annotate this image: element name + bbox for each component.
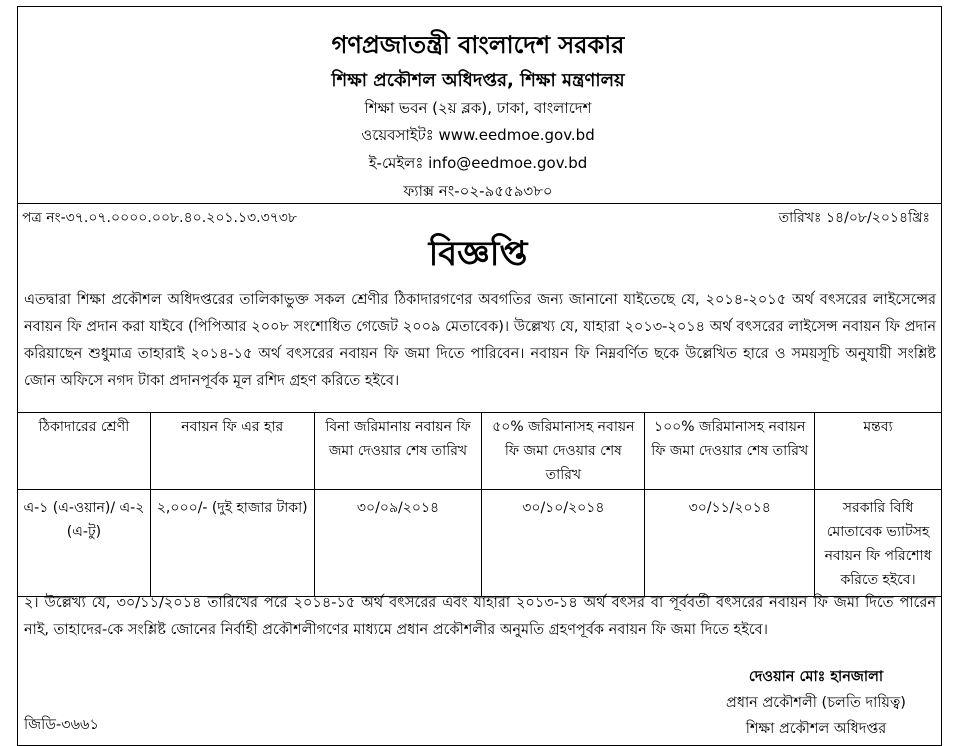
cell-deadline-50-fine: ৩০/১০/২০১৪ xyxy=(482,490,645,597)
header-divider xyxy=(17,203,942,204)
header-contractor-class: ঠিকাদারের শ্রেণী xyxy=(18,413,151,490)
government-name: গণপ্রজাতন্ত্রী বাংলাদেশ সরকার xyxy=(331,31,625,59)
renewal-fee-table xyxy=(17,412,942,597)
memo-date: তারিখঃ ১৪/০৮/২০১৪খ্রিঃ xyxy=(778,210,930,226)
note-paragraph-2: ২। উল্লেখ্য যে, ৩০/১১/২০১৪ তারিখের পরে ২০১৪-১৫ অর্থ বৎসরের এবং যাহারা ২০১৩-১৪ অর্থ বৎসর বা পূর্ববর্তী বৎসরের নবায়ন ফি জমা দিতে পারেন নাই, তাহাদের-কে সংশ্লিষ্ট জোনের নির্বাহী প্রকৌশলীগণের মাধ্যমে প্রধান প্রকৌশলীর অনুমতি গ্রহণপূর্বক নবায়ন ফি জমা দিতে হইবে। xyxy=(24,595,936,638)
notice-title: বিজ্ঞপ্তি xyxy=(428,234,528,274)
table-header-row xyxy=(18,413,942,490)
header-deadline-100-fine: ১০০% জরিমানাসহ নবায়ন ফি জমা দেওয়ার শেষ তারিখ xyxy=(645,413,815,490)
header-remarks: মন্তব্য xyxy=(815,413,942,490)
cell-deadline-no-fine: ৩০/০৯/২০১৪ xyxy=(314,490,482,597)
cell-remarks: সরকারি বিধি মোতাবেক ভ্যাটসহ নবায়ন ফি পরিশোধ করিতে হইবে। xyxy=(815,490,942,597)
office-address: শিক্ষা ভবন (২য় ব্লক), ঢাকা, বাংলাদেশ xyxy=(364,99,592,117)
notice-body: এতদ্বারা শিক্ষা প্রকৌশল অধিদপ্তরের তালিকাভুক্ত সকল শ্রেণীর ঠিকাদারগণের অবগতির জন্য জানানো যাইতেছে যে, ২০১৪-২০১৫ অর্থ বৎসরের লাইসেন্সের নবায়ন ফি প্রদান করা যাইবে (পিপিআর ২০০৮ সংশোধিত গেজেট ২০০৯ মেতাবেক)। উল্লেখ্য যে, যাহারা ২০১৩-২০১৪ অর্থ বৎসরের লাইসেন্স নবায়ন ফি প্রদান করিয়াছেন শুধুমাত্র তাহারাই ২০১৪-১৫ অর্থ বৎসরের নবায়ন ফি জমা দিতে পারিবেন। নবায়ন ফি নিম্নবর্ণিত ছকে উল্লেখিত হারে ও সময়সূচি অনুযায়ী সংশ্লিষ্ট জোন অফিসে নগদ টাকা প্রদানপূর্বক মূল রশিদ গ্রহণ করিতে হইবে। xyxy=(24,292,937,389)
email-line[interactable]: ই-মেইলঃ info@eedmoe.gov.bd xyxy=(368,154,588,172)
signatory-designation: প্রধান প্রকৌশলী (চলতি দায়িত্ব) xyxy=(726,695,906,711)
fax-line: ফ্যাক্স নং-০২-৯৫৫৯৩৮০ xyxy=(403,182,553,200)
reference-code: জিডি-৩৬৬১ xyxy=(24,717,99,733)
header-deadline-50-fine: ৫০% জরিমানাসহ নবায়ন ফি জমা দেওয়ার শেষ তারিখ xyxy=(482,413,645,490)
signatory-office: শিক্ষা প্রকৌশল অধিদপ্তর xyxy=(745,721,887,737)
signature-block xyxy=(696,664,936,742)
cell-fee-rate: ২,০০০/- (দুই হাজার টাকা) xyxy=(150,490,314,597)
cell-deadline-100-fine: ৩০/১১/২০১৪ xyxy=(645,490,815,597)
table-row xyxy=(18,490,942,597)
header-deadline-no-fine: বিনা জরিমানায় নবায়ন ফি জমা দেওয়ার শেষ তারিখ xyxy=(314,413,482,490)
signatory-name: দেওয়ান মোঃ হানজালা xyxy=(748,669,884,685)
cell-contractor-class: এ-১ (এ-ওয়ান)/ এ-২ (এ-টু) xyxy=(18,490,151,597)
website-line[interactable]: ওয়েবসাইটঃ www.eedmoe.gov.bd xyxy=(361,126,595,144)
header-fee-rate: নবায়ন ফি এর হার xyxy=(150,413,314,490)
department-name: শিক্ষা প্রকৌশল অধিদপ্তর, শিক্ষা মন্ত্রণালয় xyxy=(331,70,625,91)
memo-number: পত্র নং-৩৭.০৭.০০০০.০০৮.৪০.২০১.১৩.৩৭৩৮ xyxy=(22,210,297,226)
